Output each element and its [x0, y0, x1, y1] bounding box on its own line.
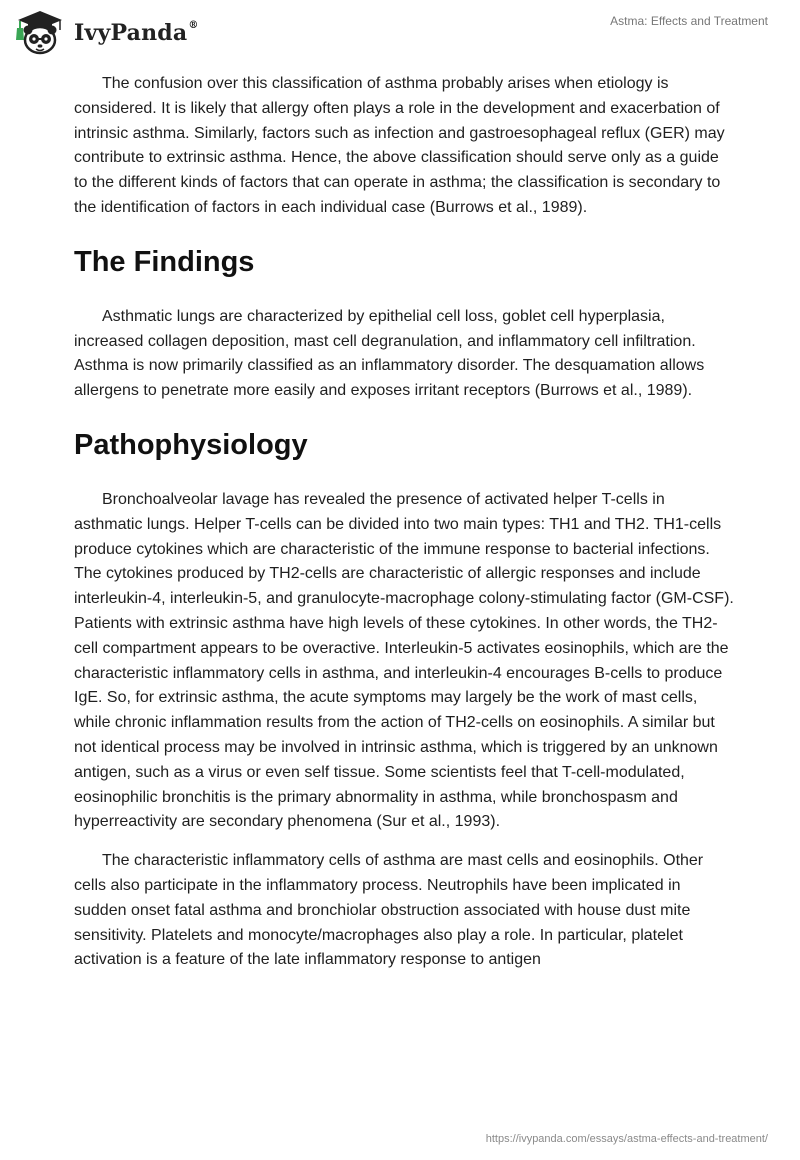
pathophysiology-paragraph-1: Bronchoalveolar lavage has revealed the presence of activated helper T-cells in asthmatic lungs. Helper T-cells can be divided into two main types: TH1 and TH2. TH1-cells produce cytokines which are characteristic of the immune response to bacterial infections. The cytokines produced by TH2-cells are characteristic of allergic responses and include interleukin-4, interleukin-5, and granulocyte-macrophage colony-stimulating factor (GM-CSF). Patients with extrinsic asthma have high levels of these cytokines. In other words, the TH2-cell compartment appears to be overactive. Interleukin-5 activates eosinophils, which are the characteristic inflammatory cells in asthma, and interleukin-4 encourages B-cells to produce IgE. So, for extrinsic asthma, the acute symptoms may largely be the work of mast cells, while chronic inflammation results from the action of TH2-cells on eosinophils. A similar but not identical process may be involved in intrinsic asthma, which is triggered by an unknown antigen, such as a virus or even self tissue. Some scientists feel that T-cell-modulated, eosinophilic bronchitis is the primary abnormality in asthma, while bronchospasm and hyperreactivity are secondary phenomena (Sur et al., 1993). [74, 490, 734, 831]
document-title: Astma: Effects and Treatment [610, 14, 768, 28]
essay-content [74, 72, 734, 987]
findings-heading: The Findings [74, 245, 255, 278]
findings-paragraph: Asthmatic lungs are characterized by epithelial cell loss, goblet cell hyperplasia, increased collagen deposition, mast cell degranulation, and inflammatory cell infiltration. Asthma is now primarily classified as an inflammatory disorder. The desquamation allows allergens to penetrate more easily and exposes irritant receptors (Burrows et al., 1989). [74, 307, 705, 400]
pathophysiology-paragraph-2: The characteristic inflammatory cells of asthma are mast cells and eosinophils. Other cells also participate in the inflammatory process. Neutrophils have been implicated in sudden onset fatal asthma and bronchiolar obstruction associated with house dust mite sensitivity. Platelets and monocyte/macrophages also play a role. In particular, platelet activation is a feature of the late inflammatory response to antigen [74, 852, 704, 969]
brand-name: IvyPanda® [74, 19, 199, 46]
brand-logo[interactable] [14, 8, 199, 56]
panda-graduate-icon [14, 8, 66, 56]
page-header [0, 0, 800, 64]
footer-url[interactable]: https://ivypanda.com/essays/astma-effects-and-treatment/ [485, 1133, 768, 1145]
intro-paragraph: The confusion over this classification of asthma probably arises when etiology is considered. It is likely that allergy often plays a role in the development and exacerbation of intrinsic asthma. Similarly, factors such as infection and gastroesophageal reflux (GER) may contribute to extrinsic asthma. Hence, the above classification should serve only as a guide to the different kinds of factors that can operate in asthma; the classification is secondary to the identification of factors in each individual case (Burrows et al., 1989). [74, 75, 725, 216]
pathophysiology-heading: Pathophysiology [74, 428, 308, 461]
